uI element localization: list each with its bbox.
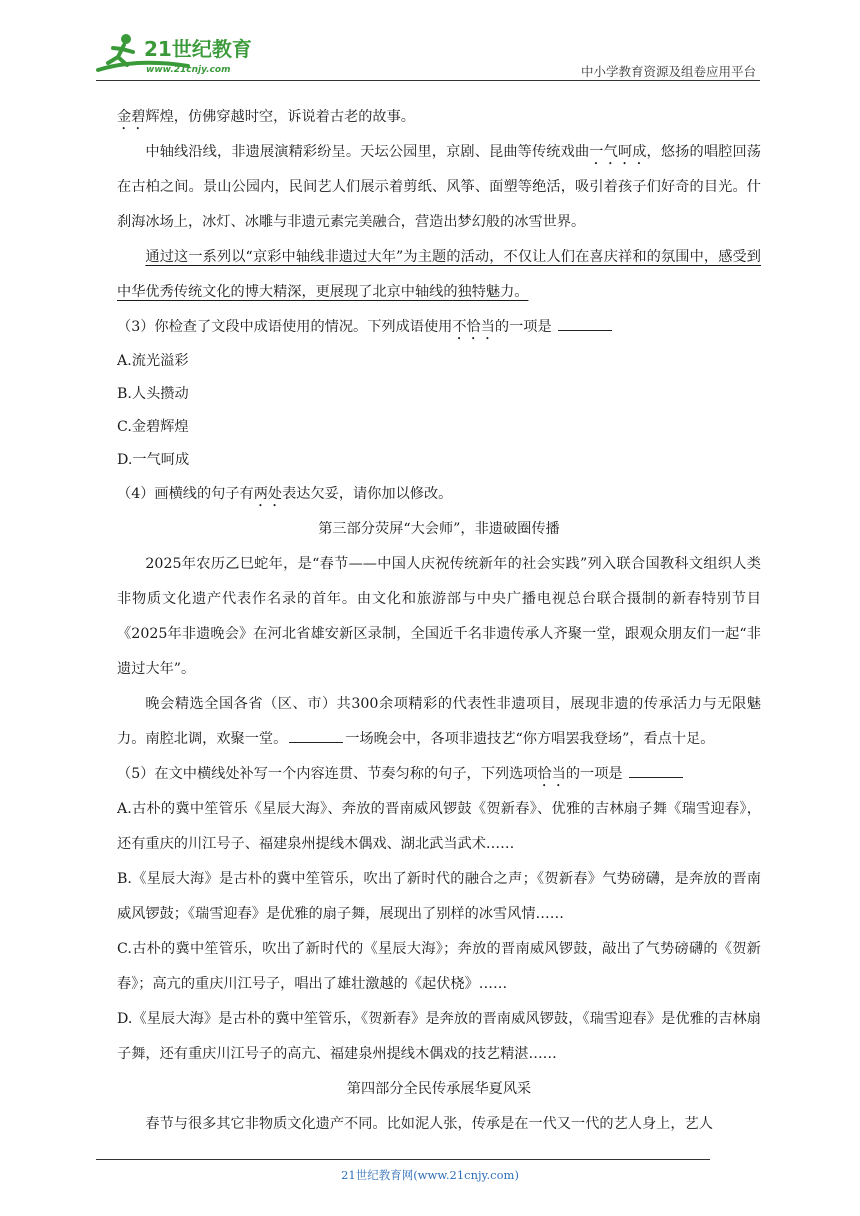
emphasis-text: 两处 xyxy=(253,486,283,502)
q5-option-b: B.《星辰大海》是古朴的冀中笙管乐，吹出了新时代的融合之声；《贺新春》气势磅礴，是奔放的晋南威风锣鼓；《瑞雪迎春》是优雅的扇子舞，展现出了别样的冰雪风情…… xyxy=(117,871,761,922)
question-3: （3）你检查了文段中成语使用的情况。下列成语使用不恰当的一项是 xyxy=(117,310,761,345)
paragraph-gala-program: 晚会精选全国各省（区、市）共300余项精彩的代表性非遗项目，展现非遗的传承活力与无限魅力。南腔北调，欢聚一堂。 一场晚会中，各项非遗技艺“你方唱罢我登场”，看点十足。 xyxy=(117,696,761,747)
q3-option-d: D.一气呵成 xyxy=(117,452,190,468)
q3-option-b: B.人头攒动 xyxy=(117,386,189,402)
fill-blank xyxy=(289,728,343,743)
logo-url: www.21cnjy.com xyxy=(146,65,231,75)
q3-option-a: A.流光溢彩 xyxy=(117,353,189,369)
emphasis-text: 恰当 xyxy=(537,766,566,782)
paragraph-intangible-heritage: 中轴线沿线，非遗展演精彩纷呈。天坛公园里，京剧、昆曲等传统戏曲一气呵成，悠扬的唱腔回荡在古柏之间。景山公园内，民间艺人们展示着剪纸、风筝、面塑等绝活，吸引着孩子们好奇的目光。什刹海冰场上，冰灯、冰雕与非遗元素完美融合，营造出梦幻般的冰雪世界。 xyxy=(117,144,761,230)
question-5: （5）在文中横线处补写一个内容连贯、节奏匀称的句子，下列选项恰当的一项是 xyxy=(117,757,761,792)
platform-title: 中小学教育资源及组卷应用平台 xyxy=(580,64,756,79)
section-4-title: 第四部分全民传承展华夏风采 xyxy=(346,1081,532,1097)
logo-text: 21世纪教育 xyxy=(144,37,252,61)
q5-option-a: A.古朴的冀中笙管乐《星辰大海》、奔放的晋南威风锣鼓《贺新春》、优雅的吉林扇子舞《瑞雪迎春》，还有重庆的川江号子、福建泉州提线木偶戏、湖北武当武术…… xyxy=(117,801,761,852)
document-body xyxy=(117,100,761,1142)
header-divider xyxy=(96,80,760,81)
question-4: （4）画横线的句子有两处表达欠妥，请你加以修改。 xyxy=(117,486,453,502)
answer-blank[interactable] xyxy=(558,316,612,331)
q5-option-d: D.《星辰大海》是古朴的冀中笙管乐，《贺新春》是奔放的晋南威风锣鼓，《瑞雪迎春》是优雅的吉林扇子舞，还有重庆川江号子的高亢、福建泉州提线木偶戏的技艺精湛…… xyxy=(117,1011,761,1062)
emphasis-idiom: 一气呵成 xyxy=(589,144,647,160)
paragraph-continuation: 金碧辉煌，仿佛穿越时空，诉说着古老的故事。 xyxy=(117,109,415,125)
section-3-title: 第三部分荧屏“大会师”，非遗破圈传播 xyxy=(318,521,560,537)
emphasis-text: 金碧 xyxy=(117,109,146,125)
page-header xyxy=(0,0,860,90)
paragraph-spring-festival: 春节与很多其它非物质文化遗产不同。比如泥人张，传承是在一代又一代的艺人身上，艺人 xyxy=(145,1116,713,1132)
site-logo xyxy=(96,30,266,80)
footer-divider xyxy=(96,1159,710,1160)
footer-site-link[interactable]: 21世纪教育网(www.21cnjy.com) xyxy=(341,1168,519,1182)
emphasis-text: 不恰当 xyxy=(452,319,495,335)
q5-option-c: C.古朴的冀中笙管乐，吹出了新时代的《星辰大海》；奔放的晋南威风锣鼓，敲出了气势磅礴的《贺新春》；高亢的重庆川江号子，唱出了雄壮激越的《起伏桡》…… xyxy=(117,941,761,992)
paragraph-gala: 2025年农历乙巳蛇年，是“春节——中国人庆祝传统新年的社会实践”列入联合国教科文组织人类非物质文化遗产代表作名录的首年。由文化和旅游部与中央广播电视总台联合摄制的新春特别节目《2025年非遗晚会》在河北省雄安新区录制，全国近千名非遗传承人齐聚一堂，跟观众朋友们一起“非遗过大年”。 xyxy=(117,556,761,677)
q3-option-c: C.金碧辉煌 xyxy=(117,419,189,435)
answer-blank[interactable] xyxy=(629,763,683,778)
underlined-sentence: 通过这一系列以“京彩中轴线非遗过大年”为主题的活动，不仅让人们在喜庆祥和的氛围中，感受到中华优秀传统文化的博大精深，更展现了北京中轴线的独特魅力。 xyxy=(117,249,761,300)
